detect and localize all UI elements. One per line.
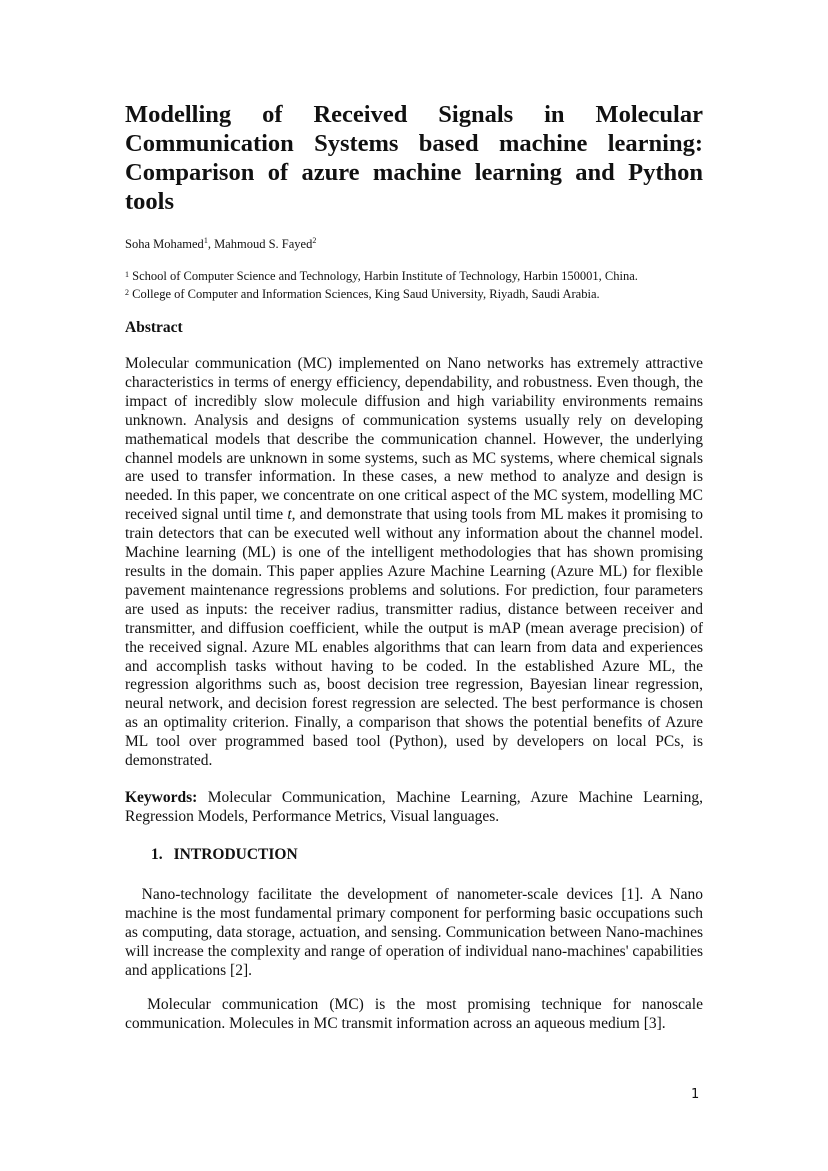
- abstract-heading: Abstract: [125, 319, 183, 336]
- affiliation-mark: 2: [125, 288, 129, 297]
- affiliation: [125, 285, 703, 303]
- time-symbol: t: [287, 506, 292, 524]
- keywords: [125, 789, 703, 827]
- author-affiliation-mark: 1: [203, 236, 208, 245]
- abstract-text-part: Molecular communication (MC) implemented on Nano networks has extremely attractive characteristics in terms of energy efficiency, dependability, and robustness. Even though, the impact of incredibly slow molecule diffusion and high variability environments remains unknown. Analysis and designs of communication systems usually rely on developing mathematical models that describe the communication channel. However, the underlying channel models are unknown in some systems, such as MC systems, where chemical signals are used to transfer information. In these cases, a new method to analyze and design is needed. In this paper, we concentrate on one critical aspect of the MC system, modelling MC received signal until time: [125, 355, 703, 524]
- paper-page: [125, 100, 703, 1049]
- author-name: Soha Mohamed: [125, 237, 204, 251]
- keywords-label: Keywords:: [125, 788, 198, 806]
- intro-paragraph: Nano-technology facilitate the development of nanometer-scale devices [1]. A Nano machine is the most fundamental primary component for performing basic occupations such as computing, data storage, actuation, and sensing. Communication between Nano-machines will increase the complexity and range of operation of individual nano-machines' capabilities and applications [2].: [125, 885, 703, 979]
- affiliation-mark: 1: [125, 270, 129, 279]
- author-affiliation-mark: 2: [312, 236, 317, 245]
- abstract-text-part: , and demonstrate that using tools from ML makes it promising to train detectors that can be executed well without any information about the channel model. Machine learning (ML) is one of the intelligent methodologies that has shown promising results in the domain. This paper applies Azure Machine Learning (Azure ML) for flexible pavement maintenance regressions problems and solutions. For prediction, four parameters are used as inputs: the receiver radius, transmitter radius, distance between receiver and transmitter, and diffusion coefficient, while the output is mAP (mean average precision) of the received signal. Azure ML enables algorithms that can learn from data and experiences and accomplish tasks without having to be coded. In the established Azure ML, the regression algorithms such as, boost decision tree regression, Bayesian linear regression, neural network, and decision forest regression are selected. The best performance is chosen as an optimality criterion. Finally, a comparison that shows the potential benefits of Azure ML tool over programmed based tool (Python), used by developers on local PCs, is demonstrated.: [125, 506, 703, 770]
- abstract-text: [125, 355, 703, 771]
- keywords-text: Molecular Communication, Machine Learning, Azure Machine Learning, Regression Models, Performance Metrics, Visual languages.: [125, 788, 703, 825]
- author-name: Mahmoud S. Fayed: [214, 237, 313, 251]
- affiliation: [125, 267, 703, 285]
- author-separator: ,: [207, 237, 215, 251]
- author-list: [125, 237, 703, 252]
- section-heading: [125, 846, 703, 864]
- section-number: 1.: [151, 845, 163, 863]
- section-title: INTRODUCTION: [173, 845, 298, 863]
- affiliation-text: College of Computer and Information Sciences, King Saud University, Riyadh, Saudi Arabia.: [129, 287, 600, 301]
- affiliation-list: [125, 267, 703, 303]
- affiliation-text: School of Computer Science and Technology, Harbin Institute of Technology, Harbin 150001, China.: [129, 269, 638, 283]
- page-number: 1: [691, 1087, 700, 1102]
- intro-paragraph: Molecular communication (MC) is the most promising technique for nanoscale communication. Molecules in MC transmit information across an aqueous medium [3].: [125, 996, 703, 1033]
- paper-title: Modelling of Received Signals in Molecular Communication Systems based machine learning: Comparison of azure machine learning and Python tools: [125, 101, 703, 215]
